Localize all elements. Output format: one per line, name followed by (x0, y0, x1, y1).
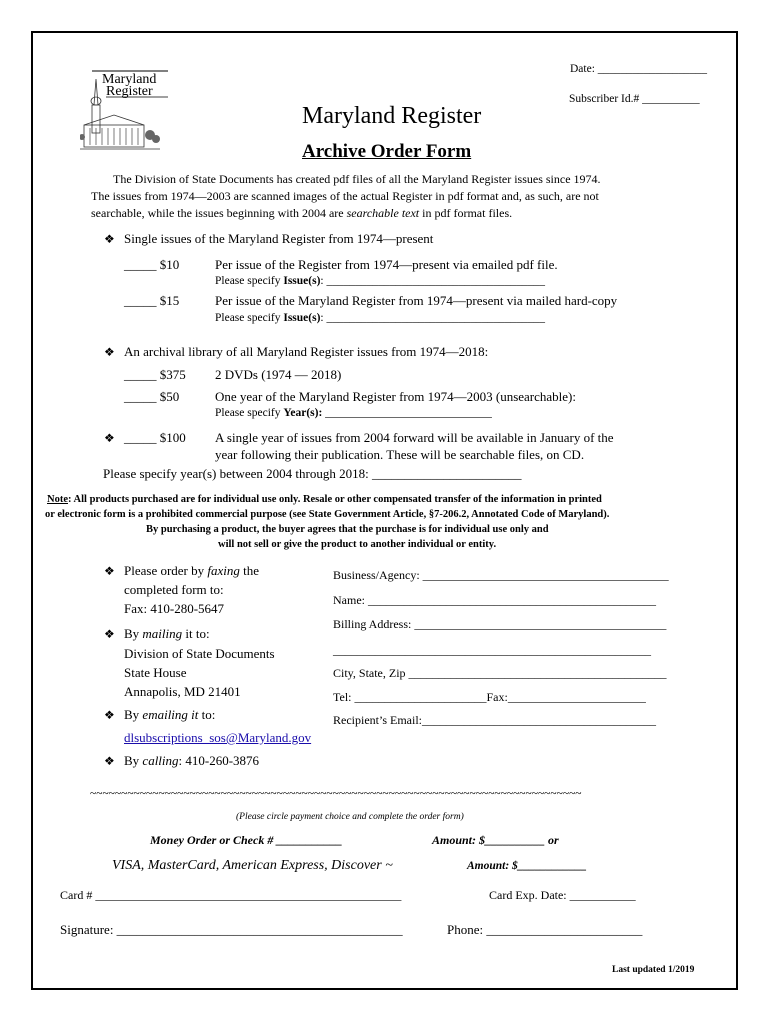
call-text-c: : 410-260-3876 (178, 753, 260, 768)
fax-number: Fax: 410-280-5647 (124, 601, 225, 616)
email-instruction (124, 707, 215, 723)
call-instruction (124, 753, 259, 769)
specify-years-field[interactable]: Please specify year(s) between 2004 through 2018: _______________________ (103, 466, 522, 481)
divider: ~~~~~~~~~~~~~~~~~~~~~~~~~~~~~~~~~~~~~~~~~~~~~~~~~~~~~~~~~~~~~~~~~~~~~~~~~~~~~~~ (90, 788, 582, 800)
option-375-description: 2 DVDs (1974 — 2018) (215, 367, 342, 382)
recipient-email-field[interactable]: Recipient’s Email:_______________________________________ (333, 713, 656, 727)
subscriber-id-field[interactable]: Subscriber Id.# __________ (569, 93, 700, 105)
option-50-year-field[interactable] (215, 407, 492, 419)
specify-line: : ______________________________________ (320, 275, 545, 287)
fax-instruction-2: completed form to: (124, 582, 224, 597)
diamond-bullet-icon: ❖ (104, 345, 115, 359)
note-line3: By purchasing a product, the buyer agrees that the purchase is for individual use only and (146, 524, 549, 535)
card-number-field[interactable]: Card # ___________________________________________________ (60, 888, 402, 902)
address-line1: Division of State Documents (124, 646, 275, 661)
note-line4: will not sell or give the product to another individual or entity. (218, 539, 497, 550)
call-text-a: By (124, 753, 143, 768)
page-title: Maryland Register (302, 103, 482, 129)
fax-text-c: the (239, 563, 260, 578)
option-100-description-2: year following their publication. These will be searchable files, on CD. (215, 447, 585, 462)
diamond-bullet-icon: ❖ (104, 564, 115, 578)
address-line2: State House (124, 665, 187, 680)
form-subtitle: Archive Order Form (302, 141, 472, 162)
single-issues-heading: Single issues of the Maryland Register from 1974—present (124, 231, 434, 246)
call-text-b: calling (142, 753, 179, 768)
option-100-description: A single year of issues from 2004 forward will be available in January of the (215, 430, 614, 445)
note-label: Note (47, 494, 68, 505)
intro-line2: The issues from 1974—2003 are scanned images of the actual Register in pdf format and, as such, are not (91, 189, 599, 203)
tel-fax-field[interactable]: Tel: ______________________Fax:_______________________ (333, 690, 646, 704)
note-line2: or electronic form is a prohibited commercial purpose (see State Government Article, §7-206.2, Annotated Code of Maryland). (45, 509, 610, 520)
money-order-field[interactable]: Money Order or Check # ___________ (150, 833, 343, 847)
card-exp-field[interactable]: Card Exp. Date: ___________ (489, 888, 636, 902)
intro-line3-text: searchable, while the issues beginning with 2004 are (91, 206, 347, 220)
maryland-register-logo (80, 65, 170, 155)
option-50-blank[interactable]: _____ $50 (124, 389, 180, 404)
diamond-bullet-icon: ❖ (104, 754, 115, 768)
name-field[interactable]: Name: ________________________________________________ (333, 593, 656, 607)
last-updated: Last updated 1/2019 (612, 965, 695, 975)
address-line3: Annapolis, MD 21401 (124, 684, 241, 699)
fax-text-b: faxing (207, 563, 240, 578)
mail-text-b: mailing (142, 626, 183, 641)
option-15-issues-field[interactable] (215, 312, 545, 324)
fax-text-a: Please order by (124, 563, 208, 578)
option-10-issues-field[interactable] (215, 275, 545, 287)
city-state-zip-field[interactable]: City, State, Zip ___________________________________________ (333, 666, 667, 680)
mail-instruction (124, 626, 210, 642)
diamond-bullet-icon: ❖ (104, 708, 115, 722)
diamond-bullet-icon: ❖ (104, 232, 115, 246)
svg-text:Register: Register (106, 84, 153, 99)
diamond-bullet-icon: ❖ (104, 431, 115, 445)
intro-line3-emphasis: searchable text (346, 206, 420, 220)
archival-heading: An archival library of all Maryland Register issues from 1974—2018: (124, 344, 489, 359)
intro-line1: The Division of State Documents has created pdf files of all the Maryland Register issues since 1974. (113, 172, 601, 186)
billing-address-field-2[interactable]: _____________________________________________________ (333, 643, 651, 657)
fax-instruction (124, 563, 259, 579)
specify-label: Please specify (215, 407, 284, 419)
email-text-b: emailing it (142, 707, 199, 722)
option-375-blank[interactable]: _____ $375 (124, 367, 186, 382)
mail-text-c: it to: (182, 626, 210, 641)
svg-text:Maryland: Maryland (102, 72, 157, 87)
note-line1 (47, 494, 602, 505)
date-field[interactable]: Date: ___________________ (570, 63, 708, 75)
option-100-blank[interactable]: _____ $100 (124, 430, 186, 445)
amount-field-2[interactable]: Amount: $____________ (467, 860, 587, 872)
specify-bold: Year(s): (283, 407, 323, 419)
card-types[interactable]: VISA, MasterCard, American Express, Discover ~ (112, 858, 393, 873)
signature-field[interactable]: Signature: ____________________________________________ (60, 922, 403, 937)
option-15-blank[interactable]: _____ $15 (124, 293, 180, 308)
specify-line: : ______________________________________ (320, 312, 545, 324)
specify-bold: Issue(s) (283, 312, 321, 324)
intro-line3 (91, 206, 512, 221)
email-text-c: to: (198, 707, 216, 722)
phone-field[interactable]: Phone: ________________________ (447, 922, 643, 937)
email-text-a: By (124, 707, 143, 722)
option-10-blank[interactable]: _____ $10 (124, 257, 180, 272)
intro-line3-end: in pdf format files. (419, 206, 513, 220)
option-15-description: Per issue of the Maryland Register from 1974—present via mailed hard-copy (215, 293, 618, 308)
specify-label: Please specify (215, 275, 284, 287)
option-50-description: One year of the Maryland Register from 1974—2003 (unsearchable): (215, 389, 576, 404)
note-text: : All products purchased are for individual use only. Resale or other compensated transfer of the information in printed (68, 494, 602, 505)
amount-field-1[interactable]: Amount: $__________ or (432, 833, 559, 847)
billing-address-field[interactable]: Billing Address: __________________________________________ (333, 617, 667, 631)
specify-bold: Issue(s) (283, 275, 321, 287)
business-agency-field[interactable]: Business/Agency: _________________________________________ (333, 568, 669, 582)
mail-text-a: By (124, 626, 143, 641)
email-link[interactable]: dlsubscriptions_sos@Maryland.gov (124, 730, 312, 745)
option-10-description: Per issue of the Register from 1974—present via emailed pdf file. (215, 257, 558, 272)
payment-instruction: (Please circle payment choice and complete the order form) (236, 812, 464, 822)
specify-label: Please specify (215, 312, 284, 324)
diamond-bullet-icon: ❖ (104, 627, 115, 641)
specify-line: _____________________________ (322, 407, 492, 419)
